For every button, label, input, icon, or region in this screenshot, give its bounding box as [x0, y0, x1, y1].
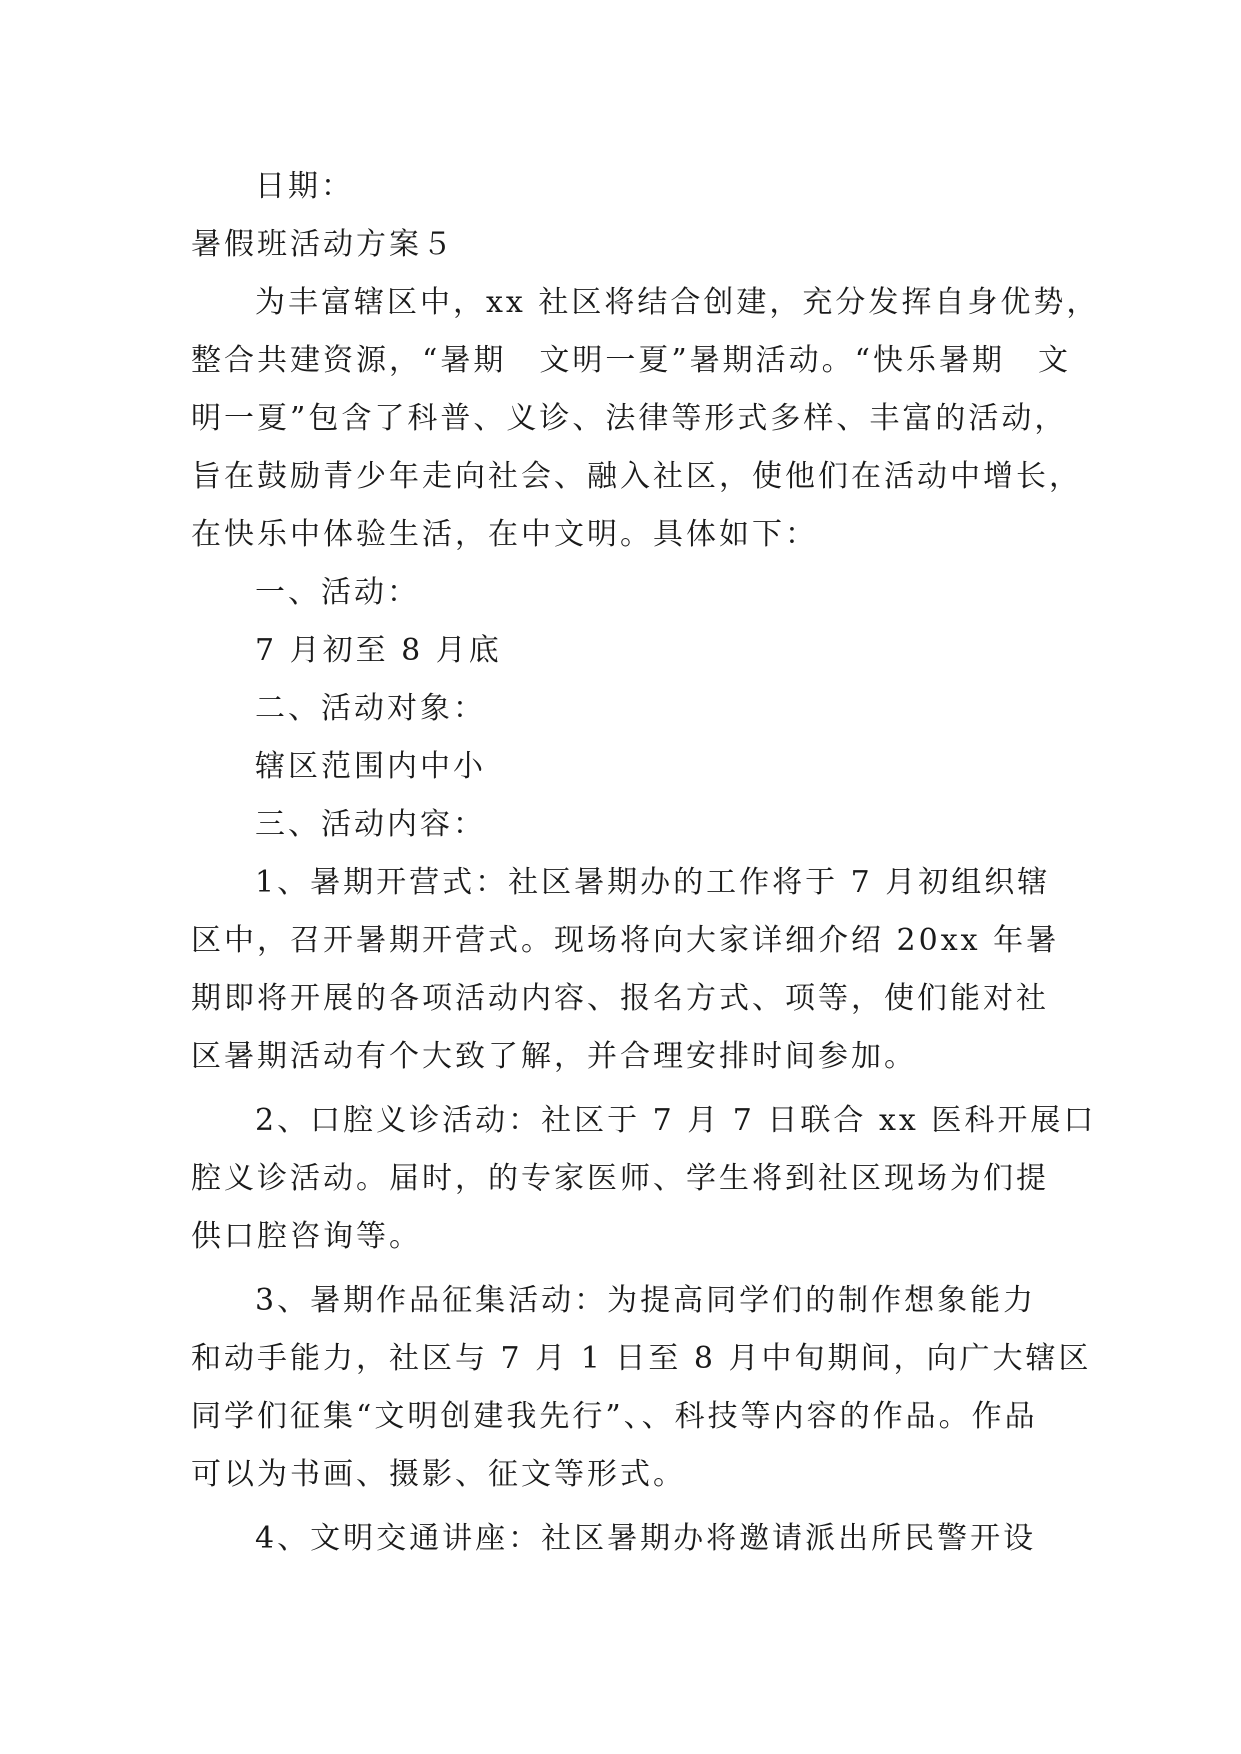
text-line: 为丰富辖区中，xx 社区将结合创建，充分发挥自身优势， [255, 285, 1100, 320]
text-line: 辖区范围内中小 [255, 749, 486, 784]
text-line: 1、暑期开营式：社区暑期办的工作将于 7 月初组织辖 [255, 865, 1051, 900]
text-line: 区暑期活动有个大致了解，并合理安排时间参加。 [191, 1039, 917, 1074]
text-line: 腔义诊活动。届时，的专家医师、学生将到社区现场为们提 [191, 1161, 1049, 1196]
text-line: 7 月初至 8 月底 [255, 633, 502, 668]
text-line: 2、口腔义诊活动：社区于 7 月 7 日联合 xx 医科开展口 [255, 1103, 1097, 1138]
text-line: 和动手能力，社区与 7 月 1 日至 8 月中旬期间，向广大辖区 [191, 1341, 1092, 1376]
date-label: 日期： [255, 169, 354, 204]
document-title: 暑假班活动方案５ [191, 227, 455, 262]
text-line: 整合共建资源，“暑期 文明一夏”暑期活动。“快乐暑期 文 [191, 343, 1072, 378]
section-heading: 三、活动内容： [255, 807, 486, 842]
text-line: 3、暑期作品征集活动：为提高同学们的制作想象能力 [255, 1283, 1037, 1318]
text-line: 明一夏”包含了科普、义诊、法律等形式多样、丰富的活动， [191, 401, 1068, 436]
text-line: 期即将开展的各项活动内容、报名方式、项等，使们能对社 [191, 981, 1049, 1016]
text-line: 4、文明交通讲座：社区暑期办将邀请派出所民警开设 [255, 1521, 1037, 1556]
text-line: 区中，召开暑期开营式。现场将向大家详细介绍 20xx 年暑 [191, 923, 1060, 958]
text-line: 旨在鼓励青少年走向社会、融入社区，使他们在活动中增长， [191, 459, 1082, 494]
section-heading: 二、活动对象： [255, 691, 486, 726]
text-line: 同学们征集“文明创建我先行”、、科技等内容的作品。作品 [191, 1399, 1038, 1434]
text-line: 在快乐中体验生活，在中文明。具体如下： [191, 517, 818, 552]
text-line: 可以为书画、摄影、征文等形式。 [191, 1457, 686, 1492]
text-line: 供口腔咨询等。 [191, 1219, 422, 1254]
document-body [191, 158, 1100, 1568]
section-heading: 一、活动： [255, 575, 420, 610]
